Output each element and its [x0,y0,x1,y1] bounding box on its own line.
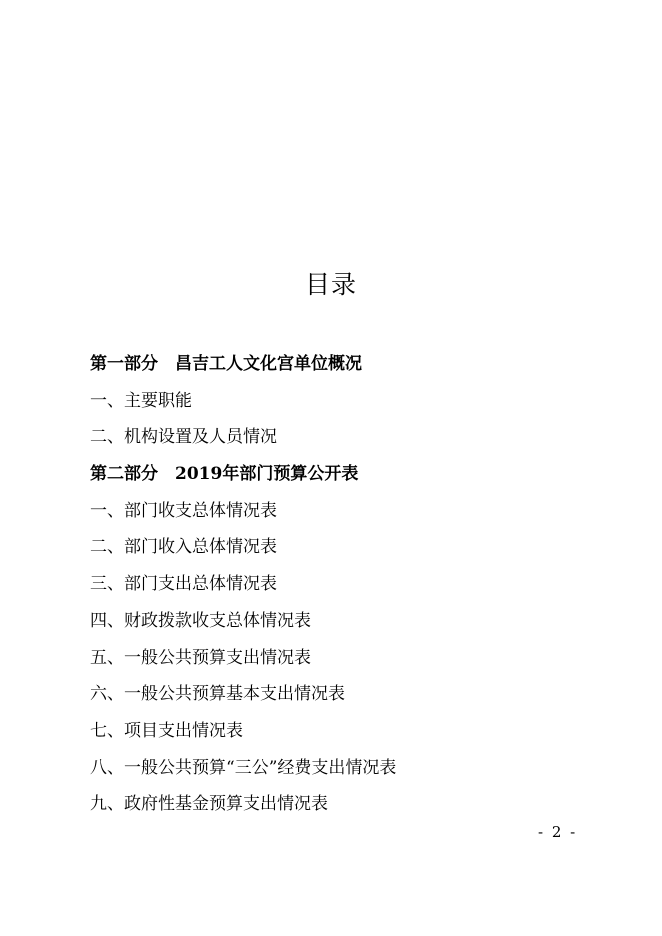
table-of-contents [90,349,590,826]
toc-item: 四、财政拨款收支总体情况表 [90,610,311,631]
toc-item: 六、一般公共预算基本支出情况表 [90,684,345,705]
page-title: 目录 [304,270,357,299]
toc-item: 八、一般公共预算“三公”经费支出情况表 [90,757,397,778]
toc-item: 二、部门收入总体情况表 [90,537,277,558]
toc-item: 一、主要职能 [90,390,192,411]
toc-item: 五、一般公共预算支出情况表 [90,647,311,668]
toc-item: 二、机构设置及人员情况 [90,427,277,448]
page-number: - 2 - [538,823,578,841]
toc-item: 九、政府性基金预算支出情况表 [90,794,328,815]
toc-part-2: 第二部分 2019年部门预算公开表 [90,464,359,485]
toc-item: 一、部门收支总体情况表 [90,500,277,521]
toc-part-1: 第一部分 昌吉工人文化宫单位概况 [90,354,362,374]
toc-item: 三、部门支出总体情况表 [90,574,277,595]
toc-item: 七、项目支出情况表 [90,720,243,741]
